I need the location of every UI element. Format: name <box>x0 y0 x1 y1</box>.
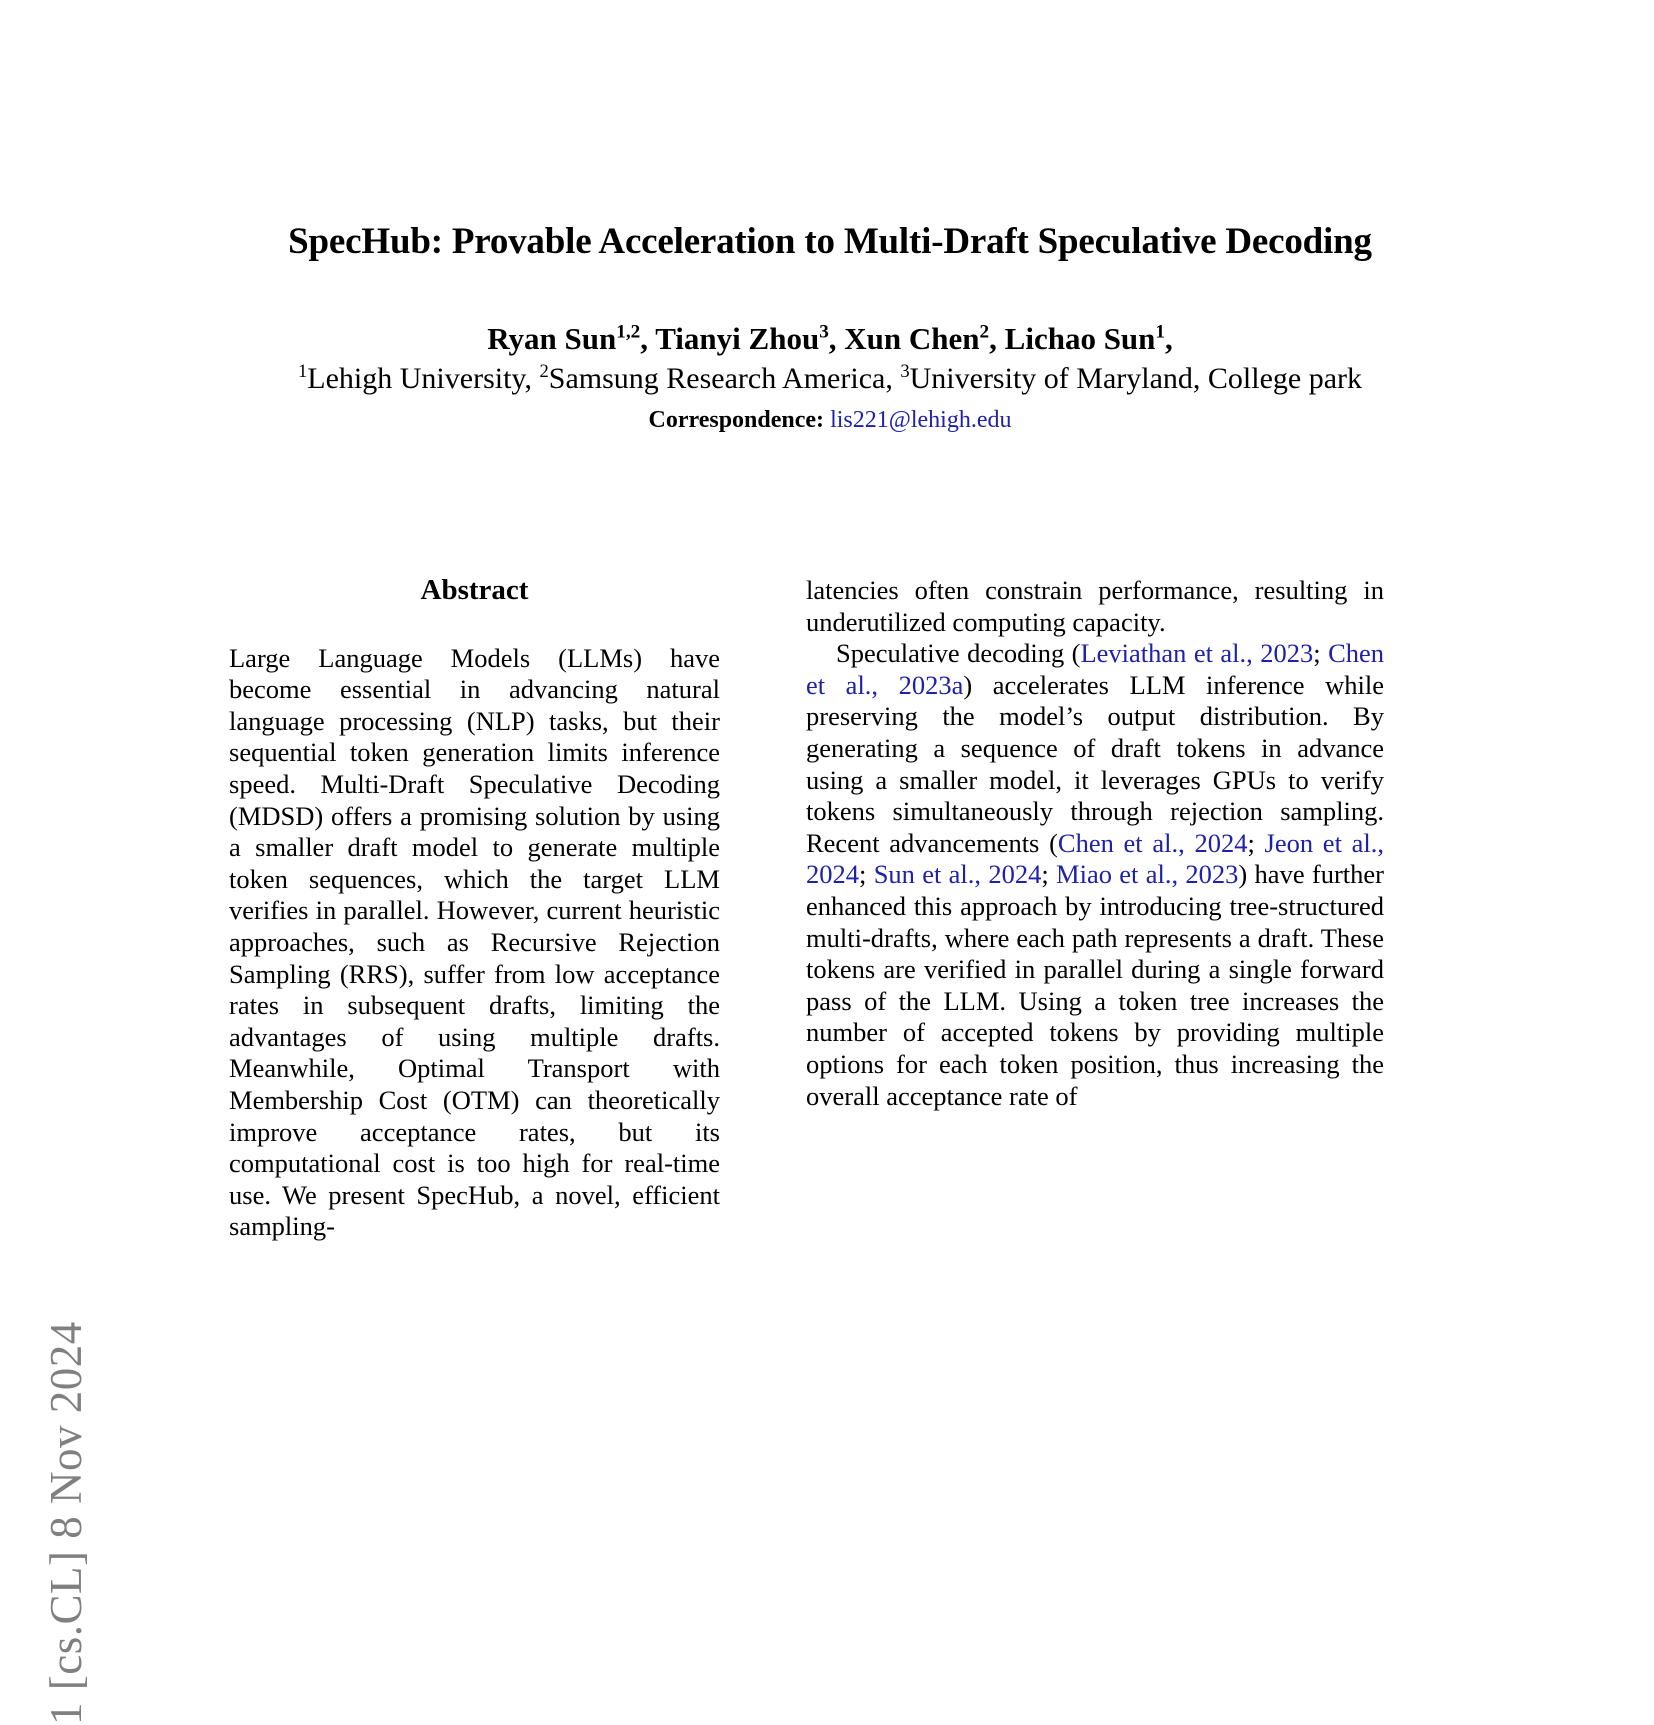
citation-chen-2023a[interactable]: Chen et al., 2023a <box>806 638 1384 700</box>
abstract-column <box>229 575 720 1243</box>
affiliation-1: $^1$Lehigh University, <box>297 361 540 395</box>
author-2-affiliation-marker: 3 <box>819 321 829 343</box>
citation-leviathan-2023[interactable]: Leviathan et al., 2023 <box>1080 638 1314 669</box>
arxiv-stamp <box>0 0 130 1725</box>
page-title: SpecHub: Provable Acceleration to Multi-Draft Speculative Decoding <box>288 220 1372 262</box>
affiliation-3: $^3$University of Maryland, College park <box>900 361 1363 395</box>
author-4-affiliation-marker: 1 <box>1155 321 1166 343</box>
affiliation-2: $^2$Samsung Research America, <box>539 361 901 395</box>
correspondence-email-link[interactable]: lis221@lehigh.edu <box>830 407 1012 433</box>
intro-paragraph-speculative-decoding: Speculative decoding (Leviathan et al., 2023; Chen et al., 2023a) accelerates LLM inference while preserving the model’s output distribution. By generating a sequence of draft tokens in advance using a smaller model, it leverages GPUs to verify tokens simultaneously through rejection sampling. Recent advancements (Chen et al., 2024; Jeon et al., 2024; Sun et al., 2024; Miao et al., 2023) have further enhanced this approach by introducing tree-structured multi-drafts, where each path represents a draft. These tokens are verified in parallel during a single forward pass of the LLM. Using a token tree increases the number of accepted tokens by providing multiple options for each token position, thus increasing the overall acceptance rate of <box>806 638 1385 1111</box>
author-4: Lichao Sun$^1$, <box>1004 321 1173 356</box>
author-1: Ryan Sun$^{1,2}$, <box>487 321 656 356</box>
introduction-column <box>806 575 1384 1112</box>
abstract-heading: Abstract <box>420 574 529 606</box>
correspondence-line <box>180 405 1480 435</box>
citation-miao-2023[interactable]: Miao et al., 2023 <box>1056 859 1239 890</box>
arxiv-stamp-text: 1 [cs.CL] 8 Nov 2024 <box>41 1321 91 1725</box>
author-3-affiliation-marker: 2 <box>979 321 990 343</box>
author-list <box>180 320 1480 359</box>
affiliation-list <box>180 360 1480 398</box>
citation-chen-2024[interactable]: Chen et al., 2024 <box>1057 827 1248 858</box>
author-1-affiliation-marker: 1,2 <box>616 321 641 343</box>
page-bottom-edge <box>0 1241 1654 1281</box>
abstract-body: Large Language Models (LLMs) have become essential in advancing natural language processing (NLP) tasks, but their sequential token generation limits inference speed. Multi-Draft Speculative Decoding (MDSD) offers a promising solution by using a smaller draft model to generate multiple token sequences, which the target LLM verifies in parallel. However, current heuristic approaches, such as Recursive Rejection Sampling (RRS), suffer from low acceptance rates in subsequent drafts, limiting the advantages of using multiple drafts. Meanwhile, Optimal Transport with Membership Cost (OTM) can theoretically improve acceptance rates, but its computational cost is too high for real-time use. We present SpecHub, a novel, efficient sampling- <box>229 642 720 1242</box>
citation-jeon-2024[interactable]: Jeon et al., 2024 <box>806 827 1385 890</box>
author-3: Xun Chen$^2$, <box>844 321 1005 356</box>
correspondence-label: Correspondence: <box>648 407 825 433</box>
author-2: Tianyi Zhou$^3$, <box>655 321 845 356</box>
citation-sun-2024[interactable]: Sun et al., 2024 <box>873 859 1042 890</box>
intro-paragraph-continuation: latencies often constrain performance, resulting in underutilized computing capacity. <box>806 575 1384 637</box>
